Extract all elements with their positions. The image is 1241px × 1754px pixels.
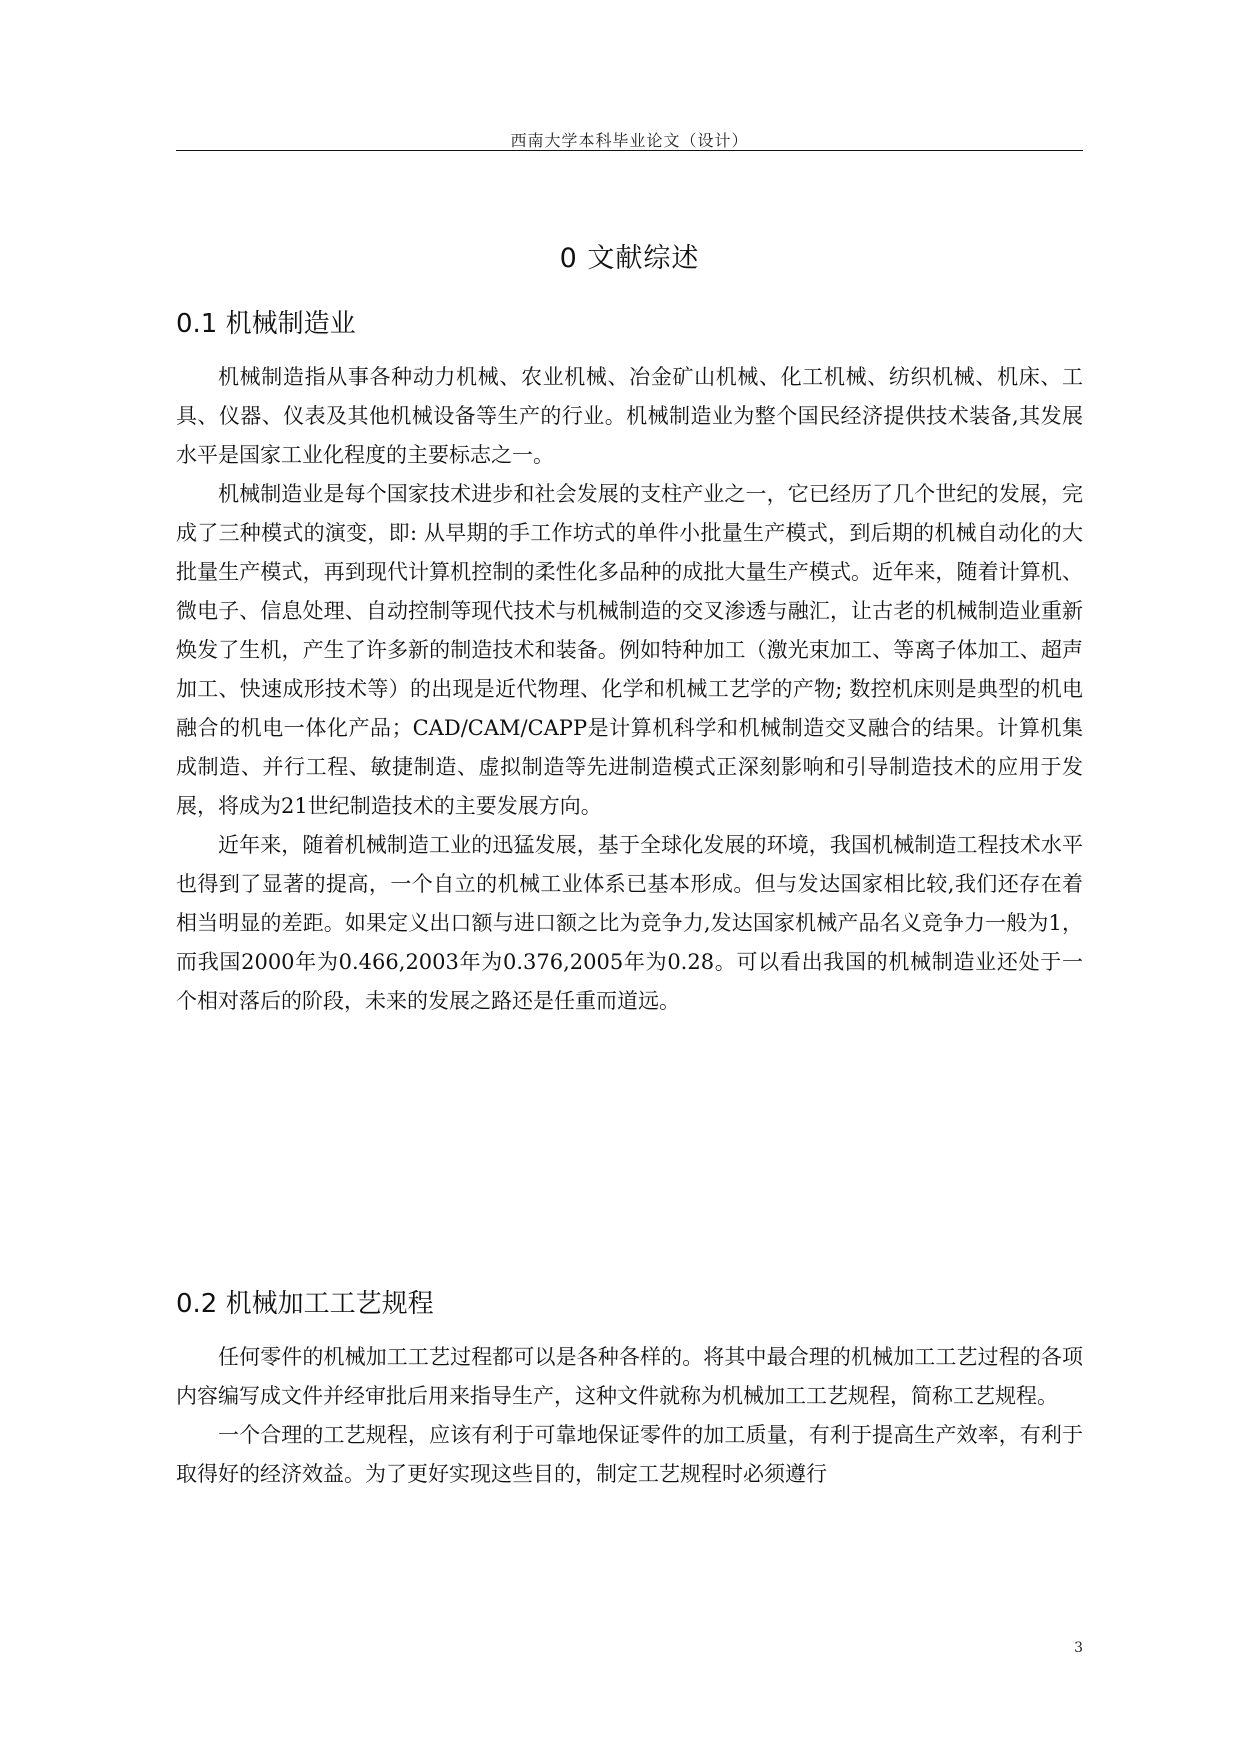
body-paragraph: 机械制造指从事各种动力机械、农业机械、冶金矿山机械、化工机械、纺织机械、机床、工具、仪器、仪表及其他机械设备等生产的行业。机械制造业为整个国民经济提供技术装备,其发展水平是国家工业化程度的主要标志之一。 xyxy=(176,365,1083,467)
body-paragraph: 机械制造业是每个国家技术进步和社会发展的支柱产业之一，它已经历了几个世纪的发展，完成了三种模式的演变，即: 从早期的手工作坊式的单件小批量生产模式，到后期的机械自动化的大批量生产模式，再到现代计算机控制的柔性化多品种的成批大量生产模式。近年来，随着计算机、微电子、信息处理、自动控制等现代技术与机械制造的交叉渗透与融汇，让古老的机械制造业重新焕发了生机，产生了许多新的制造技术和装备。例如特种加工（激光束加工、等离子体加工、超声加工、快速成形技术等）的出现是近代物理、化学和机械工艺学的产物; 数控机床则是典型的机电融合的机电一体化产品；CAD/CAM/CAPP是计算机科学和机械制造交叉融合的结果。计算机集成制造、并行工程、敏捷制造、虚拟制造等先进制造模式正深刻影响和引导制造技术的应用于发展，将成为21世纪制造技术的主要发展方向。 xyxy=(176,482,1083,818)
chapter-title: 0 文献综述 xyxy=(559,243,700,274)
header-rule xyxy=(176,150,1083,151)
section-heading-0-1: 0.1 机械制造业 xyxy=(176,309,356,339)
page-number: 3 xyxy=(1074,1640,1083,1656)
section-body-0-1 xyxy=(176,358,1083,1021)
section-heading-0-2: 0.2 机械加工工艺规程 xyxy=(176,1289,434,1319)
body-paragraph: 任何零件的机械加工工艺过程都可以是各种各样的。将其中最合理的机械加工工艺过程的各项内容编写成文件并经审批后用来指导生产，这种文件就称为机械加工工艺规程，简称工艺规程。 xyxy=(176,1345,1083,1408)
body-paragraph: 一个合理的工艺规程，应该有利于可靠地保证零件的加工质量，有利于提高生产效率，有利于取得好的经济效益。为了更好实现这些目的，制定工艺规程时必须遵行 xyxy=(176,1423,1083,1486)
body-paragraph: 近年来，随着机械制造工业的迅猛发展，基于全球化发展的环境，我国机械制造工程技术水平也得到了显著的提高，一个自立的机械工业体系已基本形成。但与发达国家相比较,我们还存在着相当明显的差距。如果定义出口额与进口额之比为竞争力,发达国家机械产品名义竞争力一般为1，而我国2000年为0.466,2003年为0.376,2005年为0.28。可以看出我国的机械制造业还处于一个相对落后的阶段，未来的发展之路还是任重而道远。 xyxy=(176,833,1083,1013)
running-header: 西南大学本科毕业论文（设计） xyxy=(510,131,749,150)
section-body-0-2 xyxy=(176,1338,1083,1494)
